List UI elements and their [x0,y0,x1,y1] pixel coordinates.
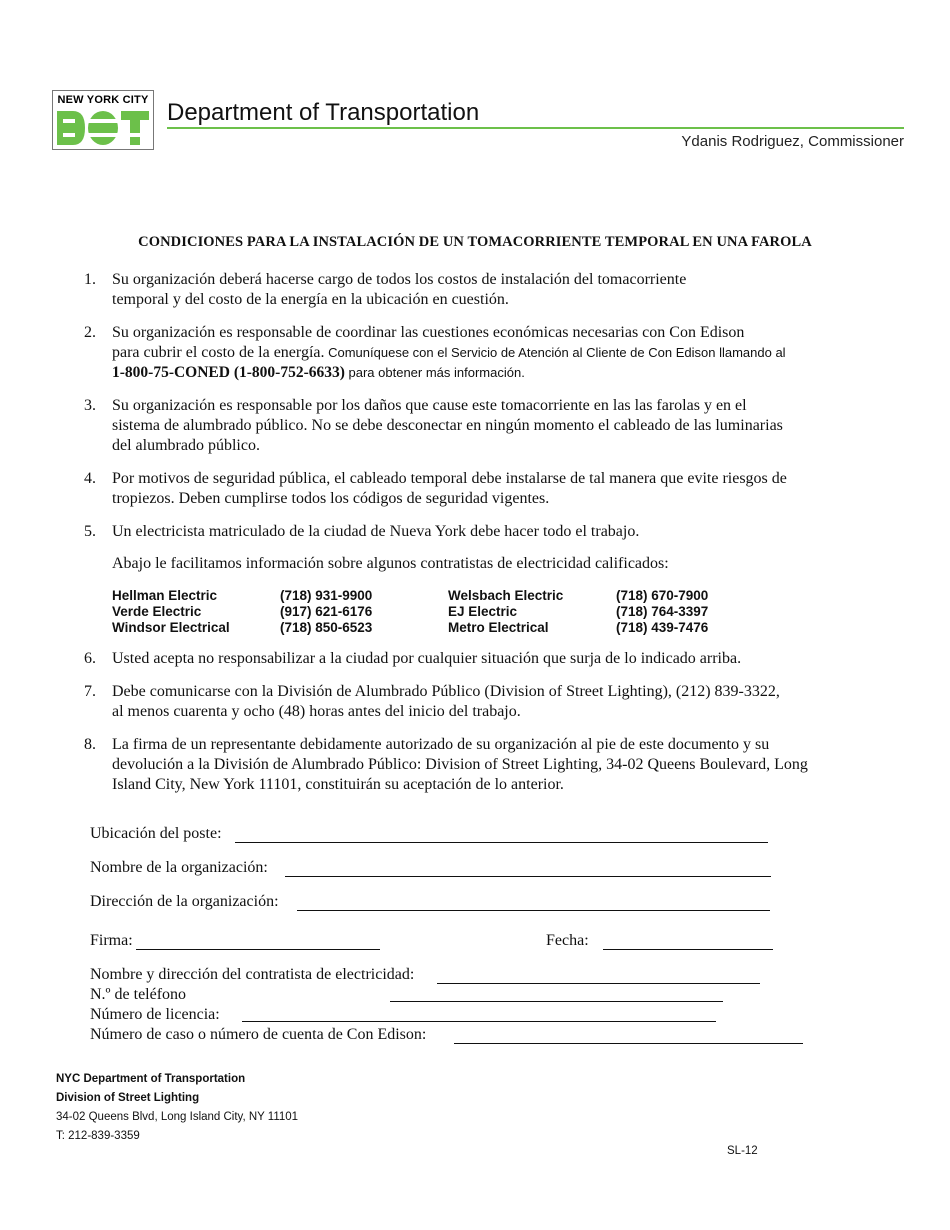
contractor-name: Welsbach Electric [448,588,564,603]
item-text-segment: para cubrir el costo de la energía. [112,344,325,361]
footer-org: NYC Department of Transportation [56,1073,246,1085]
condition-item-3 [84,396,844,456]
license-row [90,1005,810,1025]
contractor-name: Windsor Electrical [112,620,230,635]
item-number: 4. [84,470,96,487]
item-text-line: Island City, New York 11101, constituirán su aceptación de lo anterior. [112,776,564,793]
contractor-row [90,965,810,985]
item-text-line [112,343,844,363]
coned-phone: 1-800-75-CONED (1-800-752-6633) [112,364,345,381]
contractors-intro: Abajo le facilitamos información sobre algunos contratistas de electricidad calificados: [112,555,669,572]
contractor-field[interactable] [437,983,760,984]
item-text-line: Su organización deberá hacerse cargo de todos los costos de instalación del tomacorriente [112,271,687,288]
org-address-row [90,892,810,912]
footer-street: 34-02 Queens Blvd, Long Island City, NY 11101 [56,1111,299,1123]
item-number: 3. [84,397,96,414]
contractor-phone: (718) 764-3397 [616,604,709,619]
department-title: Department of Transportation [167,99,480,126]
item-text-line [112,363,844,383]
signature-field[interactable] [136,949,380,950]
phone-field[interactable] [390,1001,723,1002]
item-text-line: Por motivos de seguridad pública, el cableado temporal debe instalarse de tal manera que evite riesgos de [112,470,787,487]
contractor-phone: (718) 439-7476 [616,620,709,635]
document-title: CONDICIONES PARA LA INSTALACIÓN DE UN TOMACORRIENTE TEMPORAL EN UNA FAROLA [138,234,812,250]
dot-logo-mark-icon [55,109,151,147]
conditions-list [84,270,844,808]
license-field[interactable] [242,1021,716,1022]
condition-item-6 [84,649,844,669]
item-text-line: La firma de un representante debidamente autorizado de su organización al pie de este documento y su [112,736,770,753]
date-field[interactable] [603,949,773,950]
signature-label: Firma: [90,932,133,949]
phone-label: N.º de teléfono [90,986,187,1003]
item-text-line: al menos cuarenta y ocho (48) horas antes del inicio del trabajo. [112,703,521,720]
contractors-table [112,588,844,636]
contractor-phone: (718) 670-7900 [616,588,709,603]
org-name-row [90,858,810,878]
footer-division: Division of Street Lighting [56,1092,200,1104]
item-text-line: Su organización es responsable por los daños que cause este tomacorriente en las las farolas y en el [112,397,747,414]
logo-text: NEW YORK CITY [55,93,151,107]
item-text-line: Debe comunicarse con la División de Alumbrado Público (Division of Street Lighting), (212) 839-3322, [112,683,780,700]
org-address-field[interactable] [297,910,770,911]
contractor-row [112,620,844,636]
org-address-label: Dirección de la organización: [90,893,279,910]
pole-location-field[interactable] [235,842,768,843]
contractor-row [112,588,844,604]
item-text-line: temporal y del costo de la energía en la ubicación en cuestión. [112,291,509,308]
license-label: Número de licencia: [90,1006,220,1023]
footer-phone: T: 212-839-3359 [56,1130,140,1142]
condition-item-8 [84,735,844,795]
date-label: Fecha: [546,932,589,949]
condition-item-2 [84,323,844,383]
item-number: 5. [84,523,96,540]
condition-item-5 [84,522,844,636]
item-text-line: del alumbrado público. [112,437,260,454]
item-text-line: sistema de alumbrado público. No se debe desconectar en ningún momento el cableado de las luminarias [112,417,783,434]
item-text-segment: para obtener más información. [344,365,525,380]
org-name-field[interactable] [285,876,771,877]
commissioner-name: Ydanis Rodriguez, Commissioner [681,133,904,150]
pole-location-label: Ubicación del poste: [90,825,222,842]
signature-row [90,931,810,951]
item-text-line: Su organización es responsable de coordinar las cuestiones económicas necesarias con Con Edison [112,324,745,341]
contractor-phone: (718) 850-6523 [280,620,373,635]
contractor-phone: (917) 621-6176 [280,604,373,619]
item-text-segment: Comuníquese con el Servicio de Atención al Cliente de Con Edison llamando al [324,345,786,360]
item-number: 2. [84,324,96,341]
condition-item-1 [84,270,844,310]
contractor-label: Nombre y dirección del contratista de electricidad: [90,966,415,983]
item-number: 8. [84,736,96,753]
item-text-line: tropiezos. Deben cumplirse todos los códigos de seguridad vigentes. [112,490,550,507]
form-code: SL-12 [727,1145,758,1157]
contractor-name: Verde Electric [112,604,202,619]
case-number-field[interactable] [454,1043,803,1044]
contractor-row [112,604,844,620]
item-number: 1. [84,271,96,288]
item-text-line: devolución a la División de Alumbrado Público: Division of Street Lighting, 34-02 Queens Boulevard, Long [112,756,808,773]
item-text-line: Usted acepta no responsabilizar a la ciudad por cualquier situación que surja de lo indicado arriba. [112,650,742,667]
condition-item-7 [84,682,844,722]
condition-item-4 [84,469,844,509]
contractor-name: EJ Electric [448,604,518,619]
item-text-line: Un electricista matriculado de la ciudad de Nueva York debe hacer todo el trabajo. [112,523,640,540]
case-number-row [90,1025,810,1045]
header-divider [167,127,904,129]
pole-location-row [90,824,810,844]
item-number: 7. [84,683,96,700]
phone-row [90,985,810,1005]
case-number-label: Número de caso o número de cuenta de Con Edison: [90,1026,427,1043]
item-number: 6. [84,650,96,667]
footer-address [56,1070,298,1146]
contractor-name: Metro Electrical [448,620,549,635]
contractor-name: Hellman Electric [112,588,218,603]
org-name-label: Nombre de la organización: [90,859,268,876]
contractor-phone: (718) 931-9900 [280,588,373,603]
nyc-dot-logo [52,90,154,150]
